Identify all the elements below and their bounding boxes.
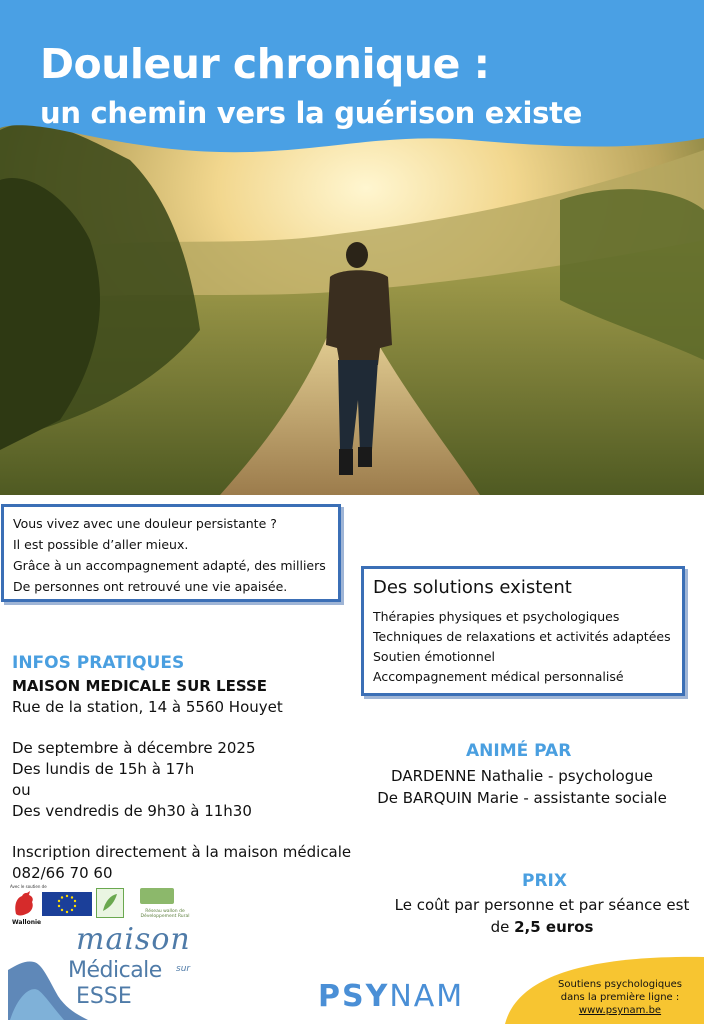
slot-monday: Des lundis de 15h à 17h [12,760,195,778]
logo-esse: ESSE [76,984,132,1009]
corner-text [550,978,690,1017]
signup-text: Inscription directement à la maison médicale [12,843,352,861]
prix-heading: PRIX [522,871,567,891]
facilitator: DARDENNE Nathalie - psychologue [391,767,653,785]
facilitator: De BARQUIN Marie - assistante sociale [377,789,667,807]
place-name: MAISON MEDICALE SUR LESSE [12,677,268,695]
anime-heading: ANIMÉ PAR [466,741,572,761]
solutions-title: Des solutions existent [373,577,572,598]
infos-block [12,676,351,884]
psynam-logo [318,979,464,1014]
address: Rue de la station, 14 à 5560 Houyet [12,698,283,716]
intro-box [1,504,341,602]
solution-item: Accompagnement médical personnalisé [373,669,624,684]
price-text: Le coût par personne et par séance est [394,896,690,914]
anime-block [352,765,692,809]
solution-item: Thérapies physiques et psychologiques [373,609,620,624]
intro-line: Grâce à un accompagnement adapté, des milliers [13,558,326,573]
corner-line: Soutiens psychologiques [558,979,682,990]
infos-heading: INFOS PRATIQUES [12,653,185,673]
solution-item: Soutien émotionnel [373,649,496,664]
prix-block [380,894,704,938]
reseau-caption: Réseau wallon de Développement Rural [140,909,190,919]
slot-or: ou [12,781,31,799]
phone-number: 082/66 70 60 [12,864,113,882]
page-title: Douleur chronique : [40,40,490,88]
intro-line: Il est possible d’aller mieux. [13,537,189,552]
intro-line: Vous vivez avec une douleur persistante ? [13,516,277,531]
solutions-box [361,566,685,696]
reseau-rural-logo-icon [140,888,174,904]
slot-friday: Des vendredis de 9h30 à 11h30 [12,802,252,820]
psynam-rest: NAM [389,979,465,1014]
psynam-bold: PSY [318,979,390,1014]
leader-logo-icon [96,888,124,918]
sponsor-logos [10,884,200,926]
wallonie-caption: Avec le soutien de [10,884,47,889]
psynam-website-link[interactable]: www.psynam.be [578,1005,662,1016]
wallonie-rooster-icon [12,890,36,918]
solution-item: Techniques de relaxations et activités adaptées [373,629,671,644]
logo-sur: sur [176,964,191,974]
price-line [380,916,704,938]
logo-medicale: Médicale [68,958,162,983]
corner-line: dans la première ligne : [560,992,680,1003]
wallonie-label: Wallonie [12,919,42,926]
price-prefix: de [490,918,515,936]
period: De septembre à décembre 2025 [12,739,256,757]
price-value: 2,5 euros [514,918,594,936]
logo-maison: maison [76,922,191,957]
page-subtitle: un chemin vers la guérison existe [40,96,583,130]
intro-line: De personnes ont retrouvé une vie apaisée. [13,579,288,594]
eu-flag-icon [42,892,92,916]
